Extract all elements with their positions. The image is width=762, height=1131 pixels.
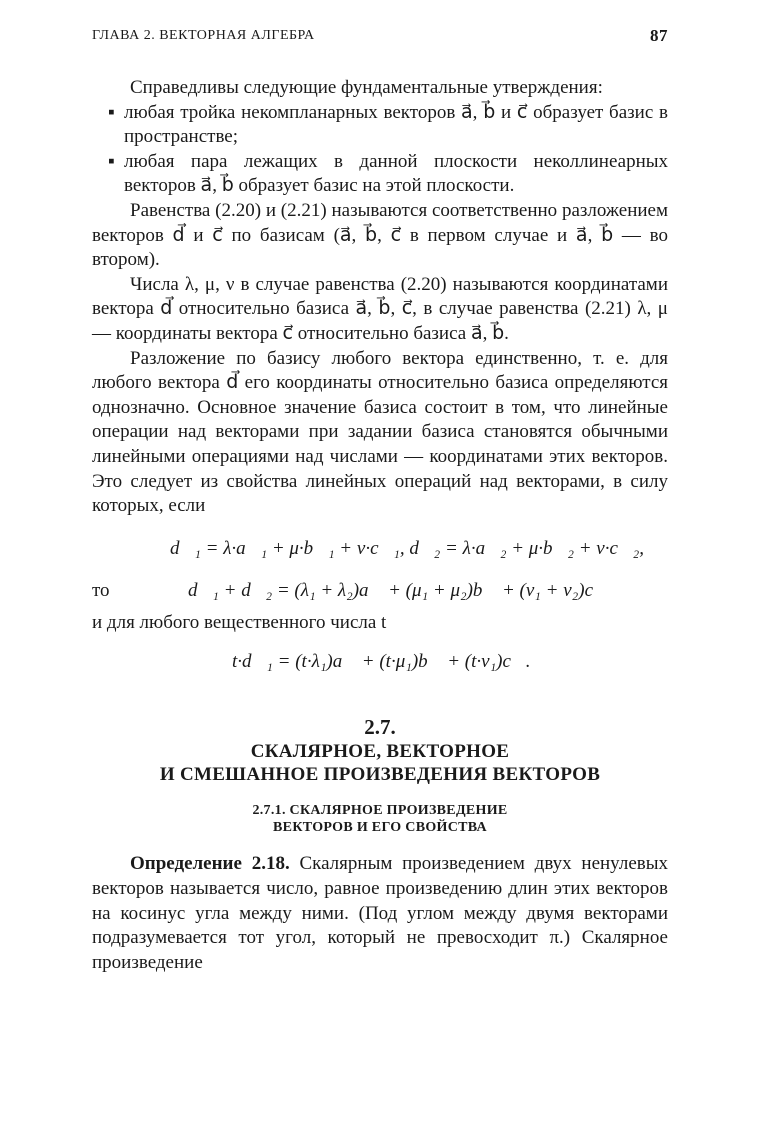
- paragraph-decomposition: Равенства (2.20) и (2.21) называются соответственно разложением векторов d⃗ и c⃗ по базисам (a⃗, b⃗, c⃗ в первом случае и a⃗, b⃗ — во втором).: [92, 199, 668, 271]
- page-body: [92, 76, 668, 975]
- formula-sum: d⃗₁ + d⃗₂ = (λ₁ + λ₂)a⃗ + (μ₁ + μ₂)b⃗ + (ν₁ + ν₂)c⃗: [188, 580, 608, 602]
- list-item: [92, 101, 668, 150]
- page-number: 87: [650, 26, 668, 45]
- bullet-icon: ▪: [108, 101, 115, 123]
- formula-scalar-multiple: t·d⃗₁ = (t·λ₁)a⃗ + (t·μ₁)b⃗ + (t·ν₁)c⃗.: [232, 650, 531, 672]
- section-title-line-1: СКАЛЯРНОЕ, ВЕКТОРНОЕ: [250, 741, 510, 763]
- paragraph-uniqueness: Разложение по базису любого вектора единственно, т. е. для любого вектора d⃗ его координаты относительно базиса определяются однозначно. Основное значение базиса состоит в том, что линейные операции над векторами при задании базиса становятся обычными линейными операциями над числами — координатами этих векторов. Это следует из свойства линейных операций над векторами, в силу которых, если: [92, 347, 668, 517]
- subsection-heading: [92, 802, 668, 836]
- formula-lead-word: то: [92, 580, 110, 602]
- formula-vectors: d⃗₁ = λ·a⃗₁ + μ·b⃗₁ + ν·c⃗₁, d⃗₂ = λ·a⃗₂ + μ·b⃗₂ + ν·c⃗₂,: [170, 537, 645, 559]
- definition-text: Скалярным произведением двух ненулевых векторов называется число, равное произведению длин этих векторов на косинус угла между ними. (Под углом между двумя векторами подразумевается тот угол, который не превосходит π.) Скалярное произведение: [92, 853, 668, 973]
- section-title-line-2: И СМЕШАННОЕ ПРОИЗВЕДЕНИЯ ВЕКТОРОВ: [159, 764, 601, 786]
- formula-sum-row: [92, 571, 668, 609]
- section-number: 2.7.: [364, 715, 396, 740]
- list-item: [92, 150, 668, 199]
- definition-paragraph: [92, 852, 668, 975]
- list-item-text: любая тройка некомпланарных векторов a⃗, b⃗ и c⃗ образует базис в пространстве;: [124, 101, 668, 148]
- subsection-title-line-2: ВЕКТОРОВ И ЕГО СВОЙСТВА: [273, 820, 487, 836]
- statement-list: [92, 101, 668, 199]
- paragraph-coordinates: Числа λ, μ, ν в случае равенства (2.20) называются координатами вектора d⃗ относительно базиса a⃗, b⃗, c⃗, в случае равенства (2.21) λ, μ — координаты вектора c⃗ относительно базиса a⃗, b⃗.: [92, 273, 668, 344]
- section-heading: [92, 714, 668, 786]
- definition-label: Определение 2.18.: [130, 853, 290, 875]
- paragraph-intro: Справедливы следующие фундаментальные утверждения:: [130, 77, 603, 98]
- bullet-icon: ▪: [108, 150, 115, 172]
- subsection-title-line-1: 2.7.1. СКАЛЯРНОЕ ПРОИЗВЕДЕНИЕ: [252, 803, 508, 819]
- list-item-text: любая пара лежащих в данной плоскости неколлинеарных векторов a⃗, b⃗ образует базис на этой плоскости.: [124, 150, 668, 197]
- paragraph-scalar-intro: и для любого вещественного числа t: [92, 612, 387, 634]
- running-head: [92, 28, 668, 44]
- chapter-title: ГЛАВА 2. ВЕКТОРНАЯ АЛГЕБРА: [92, 28, 315, 43]
